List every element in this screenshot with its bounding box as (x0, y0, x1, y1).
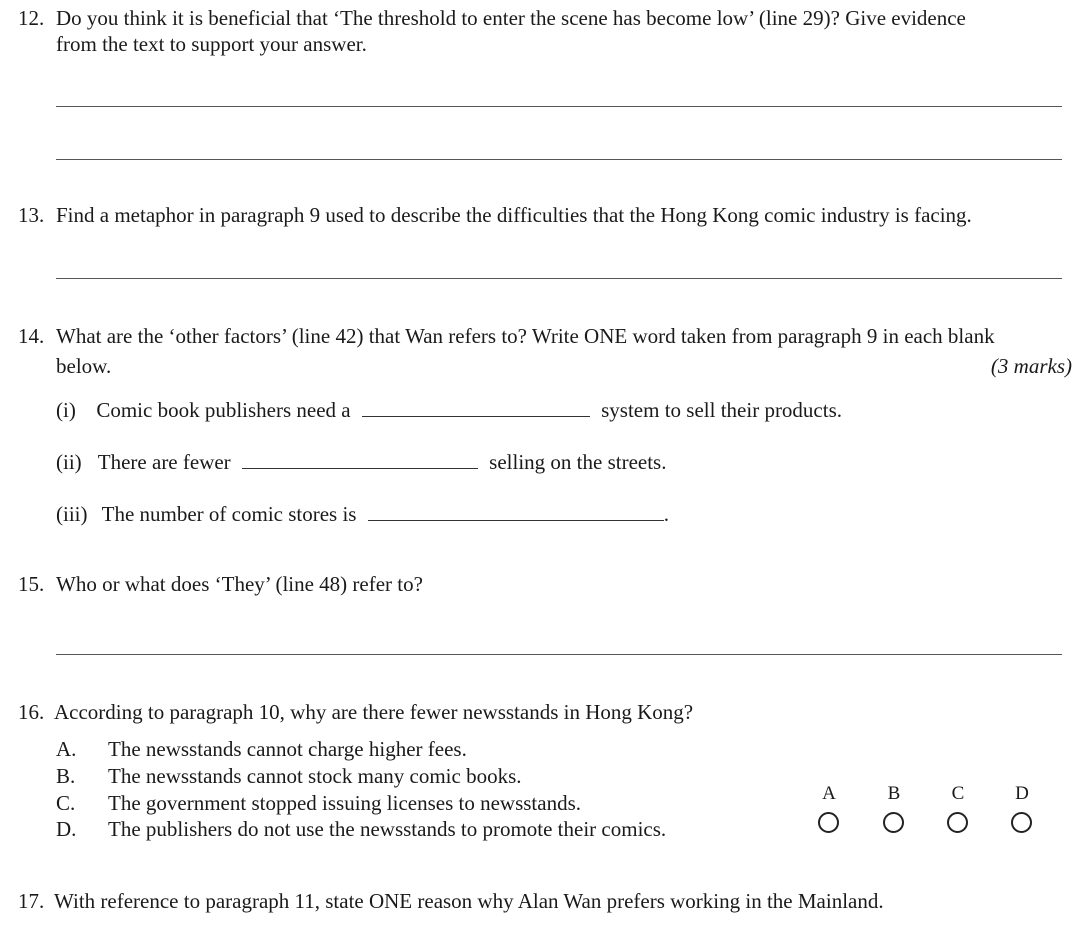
q16-option-d-text: The publishers do not use the newsstands to promote their comics. (108, 817, 667, 841)
q14-part-iii (56, 502, 669, 527)
q16-bubble-label-b: B (887, 783, 901, 804)
q16-option-b-text: The newsstands cannot stock many comic books. (108, 764, 522, 788)
q16-option-a-text: The newsstands cannot charge higher fees. (108, 737, 467, 761)
q16-option-c-text: The government stopped issuing licenses to newsstands. (108, 791, 582, 815)
q14-part-ii-after: selling on the streets. (489, 450, 667, 474)
q16-bubble-d[interactable] (1011, 812, 1032, 833)
q14-text-line2: below. (56, 354, 112, 378)
q16-text: According to paragraph 10, why are there fewer newsstands in Hong Kong? (54, 700, 694, 724)
q13-text: Find a metaphor in paragraph 9 used to describe the difficulties that the Hong Kong comic industry is facing. (56, 203, 972, 227)
q14-part-iii-label: (iii) (56, 502, 88, 526)
q14-part-i-label: (i) (56, 398, 76, 422)
q12-text-line1: Do you think it is beneficial that ‘The threshold to enter the scene has become low’ (line 29)? Give evidence (56, 6, 966, 30)
q16-option-c-letter: C. (56, 791, 76, 815)
q14-part-ii-before: There are fewer (97, 450, 231, 474)
q12-answer-line-1[interactable] (56, 106, 1062, 107)
q15-number: 15. (18, 572, 45, 596)
q14-part-ii-blank[interactable] (242, 450, 478, 469)
q16-option-d-letter: D. (56, 817, 77, 841)
q12-answer-line-2[interactable] (56, 159, 1062, 160)
q16-bubble-label-a: A (822, 783, 836, 804)
q14-part-i (56, 398, 842, 423)
q13-number: 13. (18, 203, 45, 227)
q14-part-ii-label: (ii) (56, 450, 82, 474)
q13-answer-line[interactable] (56, 278, 1062, 279)
q16-option-a-letter: A. (56, 737, 77, 761)
q14-number: 14. (18, 324, 45, 348)
q14-part-i-before: Comic book publishers need a (96, 398, 351, 422)
q14-part-iii-blank[interactable] (368, 502, 664, 521)
q16-bubble-label-c: C (951, 783, 965, 804)
q16-bubble-a[interactable] (818, 812, 839, 833)
q14-text-line1: What are the ‘other factors’ (line 42) that Wan refers to? Write ONE word taken from paragraph 9 in each blank (56, 324, 995, 348)
q14-part-i-blank[interactable] (362, 398, 590, 417)
q12-number: 12. (18, 6, 45, 30)
q16-bubble-b[interactable] (883, 812, 904, 833)
q15-text: Who or what does ‘They’ (line 48) refer to? (56, 572, 423, 596)
q16-number: 16. (18, 700, 45, 724)
q14-part-i-after: system to sell their products. (601, 398, 843, 422)
q16-bubble-label-d: D (1015, 783, 1029, 804)
q17-text: With reference to paragraph 11, state ONE reason why Alan Wan prefers working in the Mainland. (54, 889, 884, 913)
q16-bubble-c[interactable] (947, 812, 968, 833)
q14-part-iii-after: . (663, 502, 669, 526)
q14-part-ii (56, 450, 666, 475)
q14-marks: (3 marks) (990, 354, 1072, 378)
q12-text-line2: from the text to support your answer. (56, 32, 367, 56)
q15-answer-line[interactable] (56, 654, 1062, 655)
q16-option-b-letter: B. (56, 764, 76, 788)
q17-number: 17. (18, 889, 45, 913)
q14-part-iii-before: The number of comic stores is (101, 502, 357, 526)
